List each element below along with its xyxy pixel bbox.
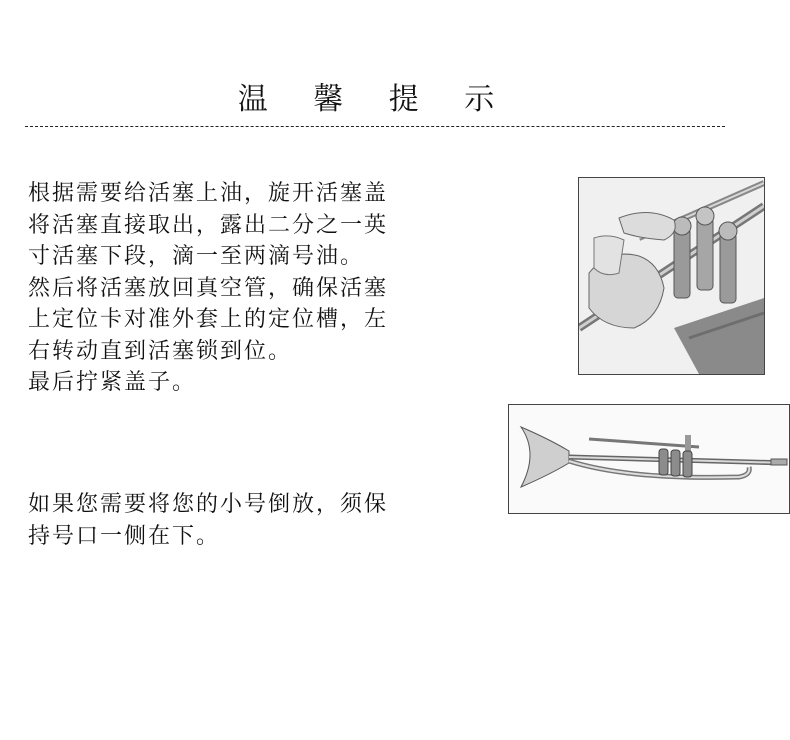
note-line: 如果您需要将您的小号倒放，须保 [28,492,389,517]
instruction-line: 根据需要给活塞上油，旋开活塞盖 [28,181,389,206]
instruction-line: 右转动直到活塞锁到位。 [28,338,293,364]
instruction-line: 上定位卡对准外套上的定位槽，左 [28,307,389,332]
valve-oiling-photo [578,177,765,375]
page-title: 温 馨 提 示 [237,82,513,117]
valve-oil-instructions [28,178,498,399]
storage-note [28,489,498,552]
instruction-line: 最后拧紧盖子。 [28,370,197,395]
instruction-line: 寸活塞下段，滴一至两滴号油。 [28,244,365,269]
trumpet-photo [508,404,790,514]
instruction-line: 将活塞直接取出，露出二分之一英 [28,212,389,238]
note-line: 持号口一侧在下。 [28,523,221,549]
instruction-line: 然后将活塞放回真空管，确保活塞 [28,275,389,301]
dashed-divider [25,126,725,127]
